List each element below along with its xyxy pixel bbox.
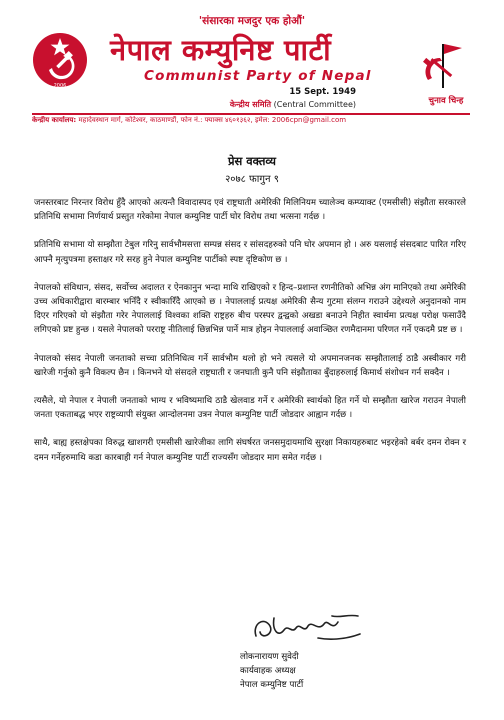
paragraph: त्यसैले, यो नेपाल र नेपाली जनताको भाग्य र भविष्यमाथि ठाडै खेलवाड गर्ने र अमेरिकी स्वार्थको हित गर्ने यो सम्झौता खारेज गराउन नेपाली जनता एकताबद्ध भएर राष्ट्रव्यापी संयुक्त आन्दोलनमा उत्रन नेपाल कम्युनिष्ट पार्टी जोडदार आह्वान गर्दछ । bbox=[34, 396, 466, 421]
office-label: केन्द्रीय कार्यालय: bbox=[32, 116, 77, 124]
central-committee bbox=[196, 99, 356, 110]
letterhead bbox=[0, 0, 504, 132]
founding-date: 15 Sept. 1949 bbox=[289, 87, 356, 97]
office-details: महादेवस्थान मार्ग, कोटेश्वर, काठमाण्डौं, फोन नं.: फ्याक्स ४६०१३६२, इमेल: 2006cpn@gmail.com bbox=[76, 116, 347, 124]
logo-year: 2006 bbox=[53, 83, 67, 89]
signatory-name: लोकनारायण सुवेदी bbox=[240, 652, 299, 662]
committee-english: (Central Committee) bbox=[273, 100, 356, 109]
election-symbol-label: चुनाव चिन्ह bbox=[428, 96, 464, 106]
signatory-block bbox=[240, 650, 420, 692]
paragraph: नेपालको संसद नेपाली जनताको सच्चा प्रतिनिधित्व गर्ने सार्वभौम थलो हो भने त्यसले यो अपमानजनक सम्झौतालाई ठाडै अस्वीकार गरी खारेजी गर्नुको कुनै विकल्प छैन । किनभने यो संसदले राष्ट्रघाती र जनघाती कुनै पनि संझौताका बुँदाहरुलाई किमार्थ संशोधन गर्न सक्दैन । bbox=[34, 353, 466, 378]
paragraph: नेपालको संविधान, संसद, सर्वोच्च अदालत र ऐनकानुन भन्दा माथि राखिएको र हिन्द–प्रशान्त रणनीतिको अभिन्न अंग मानिएको तथा अमेरिकी उच्च अधिकारीद्वारा बारम्बार भनिँदै र स्वीकारिँदै आएको छ । नेपाललाई प्रत्यक्ष अमेरिकी सैन्य गुटमा संलग्न गराउने उद्देश्यले अनुदानको नाम दिएर गरिएको यो संझौता गरेर नेपाललाई विश्वका शक्ति राष्ट्रहरु बीच परस्पर द्वन्द्वको अखडा बनाउने निहीत स्वार्थमा प्रत्यक्ष परोक्ष फसाउँदै लगिएको प्रष्ट हुन्छ । यसले नेपालको परराष्ट्र नीतिलाई छिन्नभिन्न पार्ने मात्र होइन नेपाललाई अवाञ्छित रणमैदानमा परिणत गर्ने एकदमै प्रष्ट छ । bbox=[34, 282, 466, 336]
paragraph: जनस्तरबाट निरन्तर विरोध हुँदै आएको अत्यन्तै विवादास्पद एवं राष्ट्रघाती अमेरिकी मिलिनियम च्यालेञ्च कम्प्याक्ट (एमसीसी) संझौता सरकारले प्रतिनिधि सभामा निर्णयार्थ प्रस्तुत गरेकोमा नेपाल कम्युनिष्ट पार्टी घोर विरोध तथा भत्सना गर्दछ । bbox=[34, 198, 466, 223]
document-date: २०७८ फागुन ९ bbox=[225, 174, 279, 185]
paragraph: साथै, बाह्य हस्तक्षेपका विरुद्ध खाशगरी एमसीसी खारेजीका लागि संघर्षरत जनसमुदायमाथि सुरक्षा निकायहरुबाट भइरहेको बर्बर दमन रोक्न र दमन गर्नेहरुमाथि कडा कारबाही गर्न नेपाल कम्युनिष्ट पार्टी राज्यसँग जोडदार माग समेत गर्दछ । bbox=[34, 438, 466, 463]
office-address bbox=[32, 116, 472, 125]
hammer-sickle-flag-icon bbox=[420, 40, 466, 92]
party-slogan: 'संसारका मजदुर एक होऔं' bbox=[198, 15, 306, 27]
paragraph: प्रतिनिधि सभामा यो सम्झौता टेबुल गरिनु सार्वभौमसत्ता सम्पन्न संसद र सांसदहरुको पनि घोर अपमान हो । अरु यसलाई संसदबाट पारित गरिए आफ्नै मृत्युपत्रमा हस्ताक्षर गरे सरह हुने नेपाल कम्युनिष्ट पार्टीको स्पष्ट दृष्टिकोण छ । bbox=[34, 240, 466, 265]
signatory-organization: नेपाल कम्युनिष्ट पार्टी bbox=[240, 680, 304, 690]
header-divider bbox=[32, 113, 470, 115]
document-title: प्रेस वक्तव्य bbox=[227, 154, 277, 168]
hammer-sickle-star-icon bbox=[32, 32, 88, 88]
committee-nepali: केन्द्रीय समिति bbox=[229, 100, 272, 109]
party-name-english: Communist Party of Nepal bbox=[144, 68, 372, 84]
handwritten-signature bbox=[248, 610, 368, 646]
party-name-nepali: नेपाल कम्युनिष्ट पार्टी bbox=[110, 33, 332, 67]
statement-body bbox=[34, 196, 466, 479]
signatory-role: कार्यवाहक अध्यक्ष bbox=[240, 666, 296, 676]
